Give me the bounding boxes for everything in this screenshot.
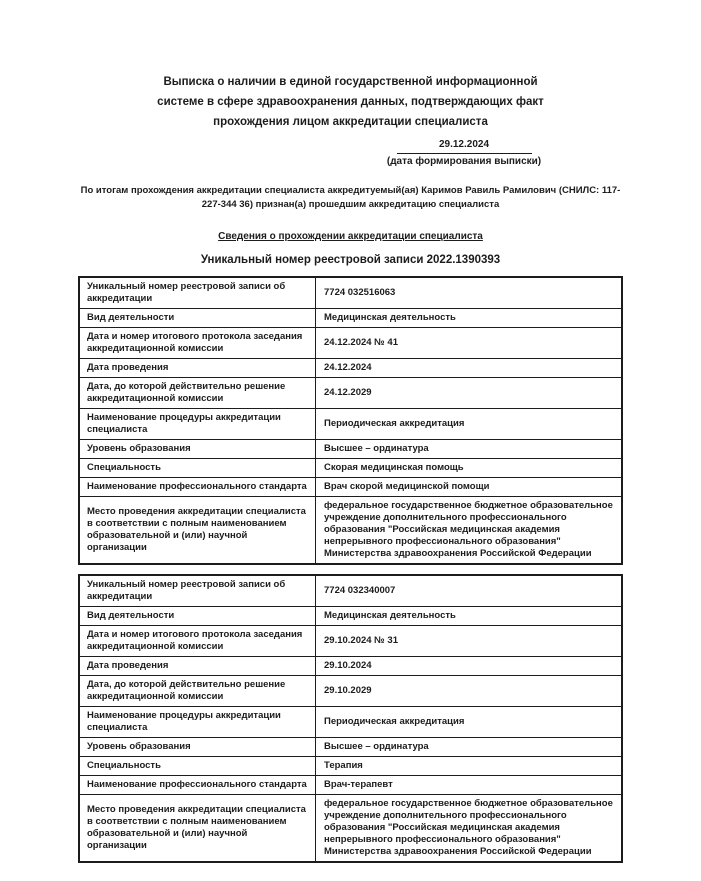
field-label-cell: Дата проведения: [79, 657, 316, 676]
field-value-cell: Медицинская деятельность: [316, 607, 623, 626]
field-value-cell: Высшее – ординатура: [316, 738, 623, 757]
field-label-cell: Место проведения аккредитации специалиста в соответствии с полным наименованием образовательной и (или) научной организации: [79, 497, 316, 565]
field-label-cell: Вид деятельности: [79, 309, 316, 328]
table-row: [79, 459, 622, 478]
field-value-cell: 24.12.2029: [316, 378, 623, 409]
field-value-cell: 24.12.2024 № 41: [316, 328, 623, 359]
field-label-cell: Уникальный номер реестровой записи об аккредитации: [79, 575, 316, 607]
field-value-cell: Периодическая аккредитация: [316, 409, 623, 440]
field-label-cell: Специальность: [79, 757, 316, 776]
accreditation-table-2: [78, 574, 623, 863]
table-row: [79, 497, 622, 565]
table-row: [79, 738, 622, 757]
issue-date-value: 29.12.2024: [397, 139, 532, 154]
table-row: [79, 309, 622, 328]
field-value-cell: федеральное государственное бюджетное образовательное учреждение дополнительного профессионального образования "Российская медицинская академия непрерывного профессионального образования" Министерства здравоохранения Российской Федерации: [316, 497, 623, 565]
field-value-cell: 7724 032516063: [316, 277, 623, 309]
table-row: [79, 676, 622, 707]
field-label-cell: Наименование профессионального стандарта: [79, 776, 316, 795]
table-row: [79, 328, 622, 359]
issue-date-caption: (дата формирования выписки): [386, 156, 542, 167]
field-value-cell: 29.10.2029: [316, 676, 623, 707]
field-label-cell: Дата, до которой действительно решение аккредитационной комиссии: [79, 676, 316, 707]
field-value-cell: федеральное государственное бюджетное образовательное учреждение дополнительного профессионального образования "Российская медицинская академия непрерывного профессионального образования" Министерства здравоохранения Российской Федерации: [316, 795, 623, 863]
field-label-cell: Наименование профессионального стандарта: [79, 478, 316, 497]
table-row: [79, 359, 622, 378]
table-row: [79, 440, 622, 459]
document-title-line: системе в сфере здравоохранения данных, подтверждающих факт: [157, 96, 544, 108]
field-value-cell: Периодическая аккредитация: [316, 707, 623, 738]
document-title-line: прохождения лицом аккредитации специалиста: [213, 116, 488, 128]
document-title-line: Выписка о наличии в единой государственной информационной: [163, 76, 538, 88]
table-row: [79, 277, 622, 309]
field-value-cell: Скорая медицинская помощь: [316, 459, 623, 478]
field-value-cell: 29.10.2024 № 31: [316, 626, 623, 657]
field-label-cell: Уникальный номер реестровой записи об аккредитации: [79, 277, 316, 309]
field-label-cell: Дата проведения: [79, 359, 316, 378]
table-row: [79, 657, 622, 676]
field-value-cell: Терапия: [316, 757, 623, 776]
table-row: [79, 378, 622, 409]
table-row: [79, 575, 622, 607]
field-value-cell: Высшее – ординатура: [316, 440, 623, 459]
table-row: [79, 607, 622, 626]
field-value-cell: Врач-терапевт: [316, 776, 623, 795]
table-row: [79, 409, 622, 440]
field-value-cell: 7724 032340007: [316, 575, 623, 607]
field-label-cell: Специальность: [79, 459, 316, 478]
table-row: [79, 478, 622, 497]
section-heading: Сведения о прохождении аккредитации специалиста: [218, 231, 483, 242]
field-value-cell: 29.10.2024: [316, 657, 623, 676]
registry-heading: Уникальный номер реестровой записи 2022.1390393: [200, 254, 501, 266]
accreditation-table-1: [78, 276, 623, 565]
field-label-cell: Наименование процедуры аккредитации специалиста: [79, 707, 316, 738]
field-label-cell: Уровень образования: [79, 738, 316, 757]
field-value-cell: Врач скорой медицинской помощи: [316, 478, 623, 497]
issue-date-block: [379, 139, 549, 169]
table-row: [79, 626, 622, 657]
field-label-cell: Вид деятельности: [79, 607, 316, 626]
field-label-cell: Место проведения аккредитации специалиста в соответствии с полным наименованием образовательной и (или) научной организации: [79, 795, 316, 863]
table-row: [79, 776, 622, 795]
field-value-cell: Медицинская деятельность: [316, 309, 623, 328]
field-label-cell: Дата, до которой действительно решение аккредитационной комиссии: [79, 378, 316, 409]
field-label-cell: Дата и номер итогового протокола заседания аккредитационной комиссии: [79, 626, 316, 657]
intro-paragraph: По итогам прохождения аккредитации специалиста аккредитуемый(ая) Каримов Равиль Рамилович (СНИЛС: 117-227-344 36) признан(а) прошедшим аккредитацию специалиста: [80, 185, 621, 210]
document-title: [0, 72, 701, 132]
field-value-cell: 24.12.2024: [316, 359, 623, 378]
table-row: [79, 795, 622, 863]
table-row: [79, 757, 622, 776]
table-row: [79, 707, 622, 738]
field-label-cell: Наименование процедуры аккредитации специалиста: [79, 409, 316, 440]
field-label-cell: Дата и номер итогового протокола заседания аккредитационной комиссии: [79, 328, 316, 359]
field-label-cell: Уровень образования: [79, 440, 316, 459]
